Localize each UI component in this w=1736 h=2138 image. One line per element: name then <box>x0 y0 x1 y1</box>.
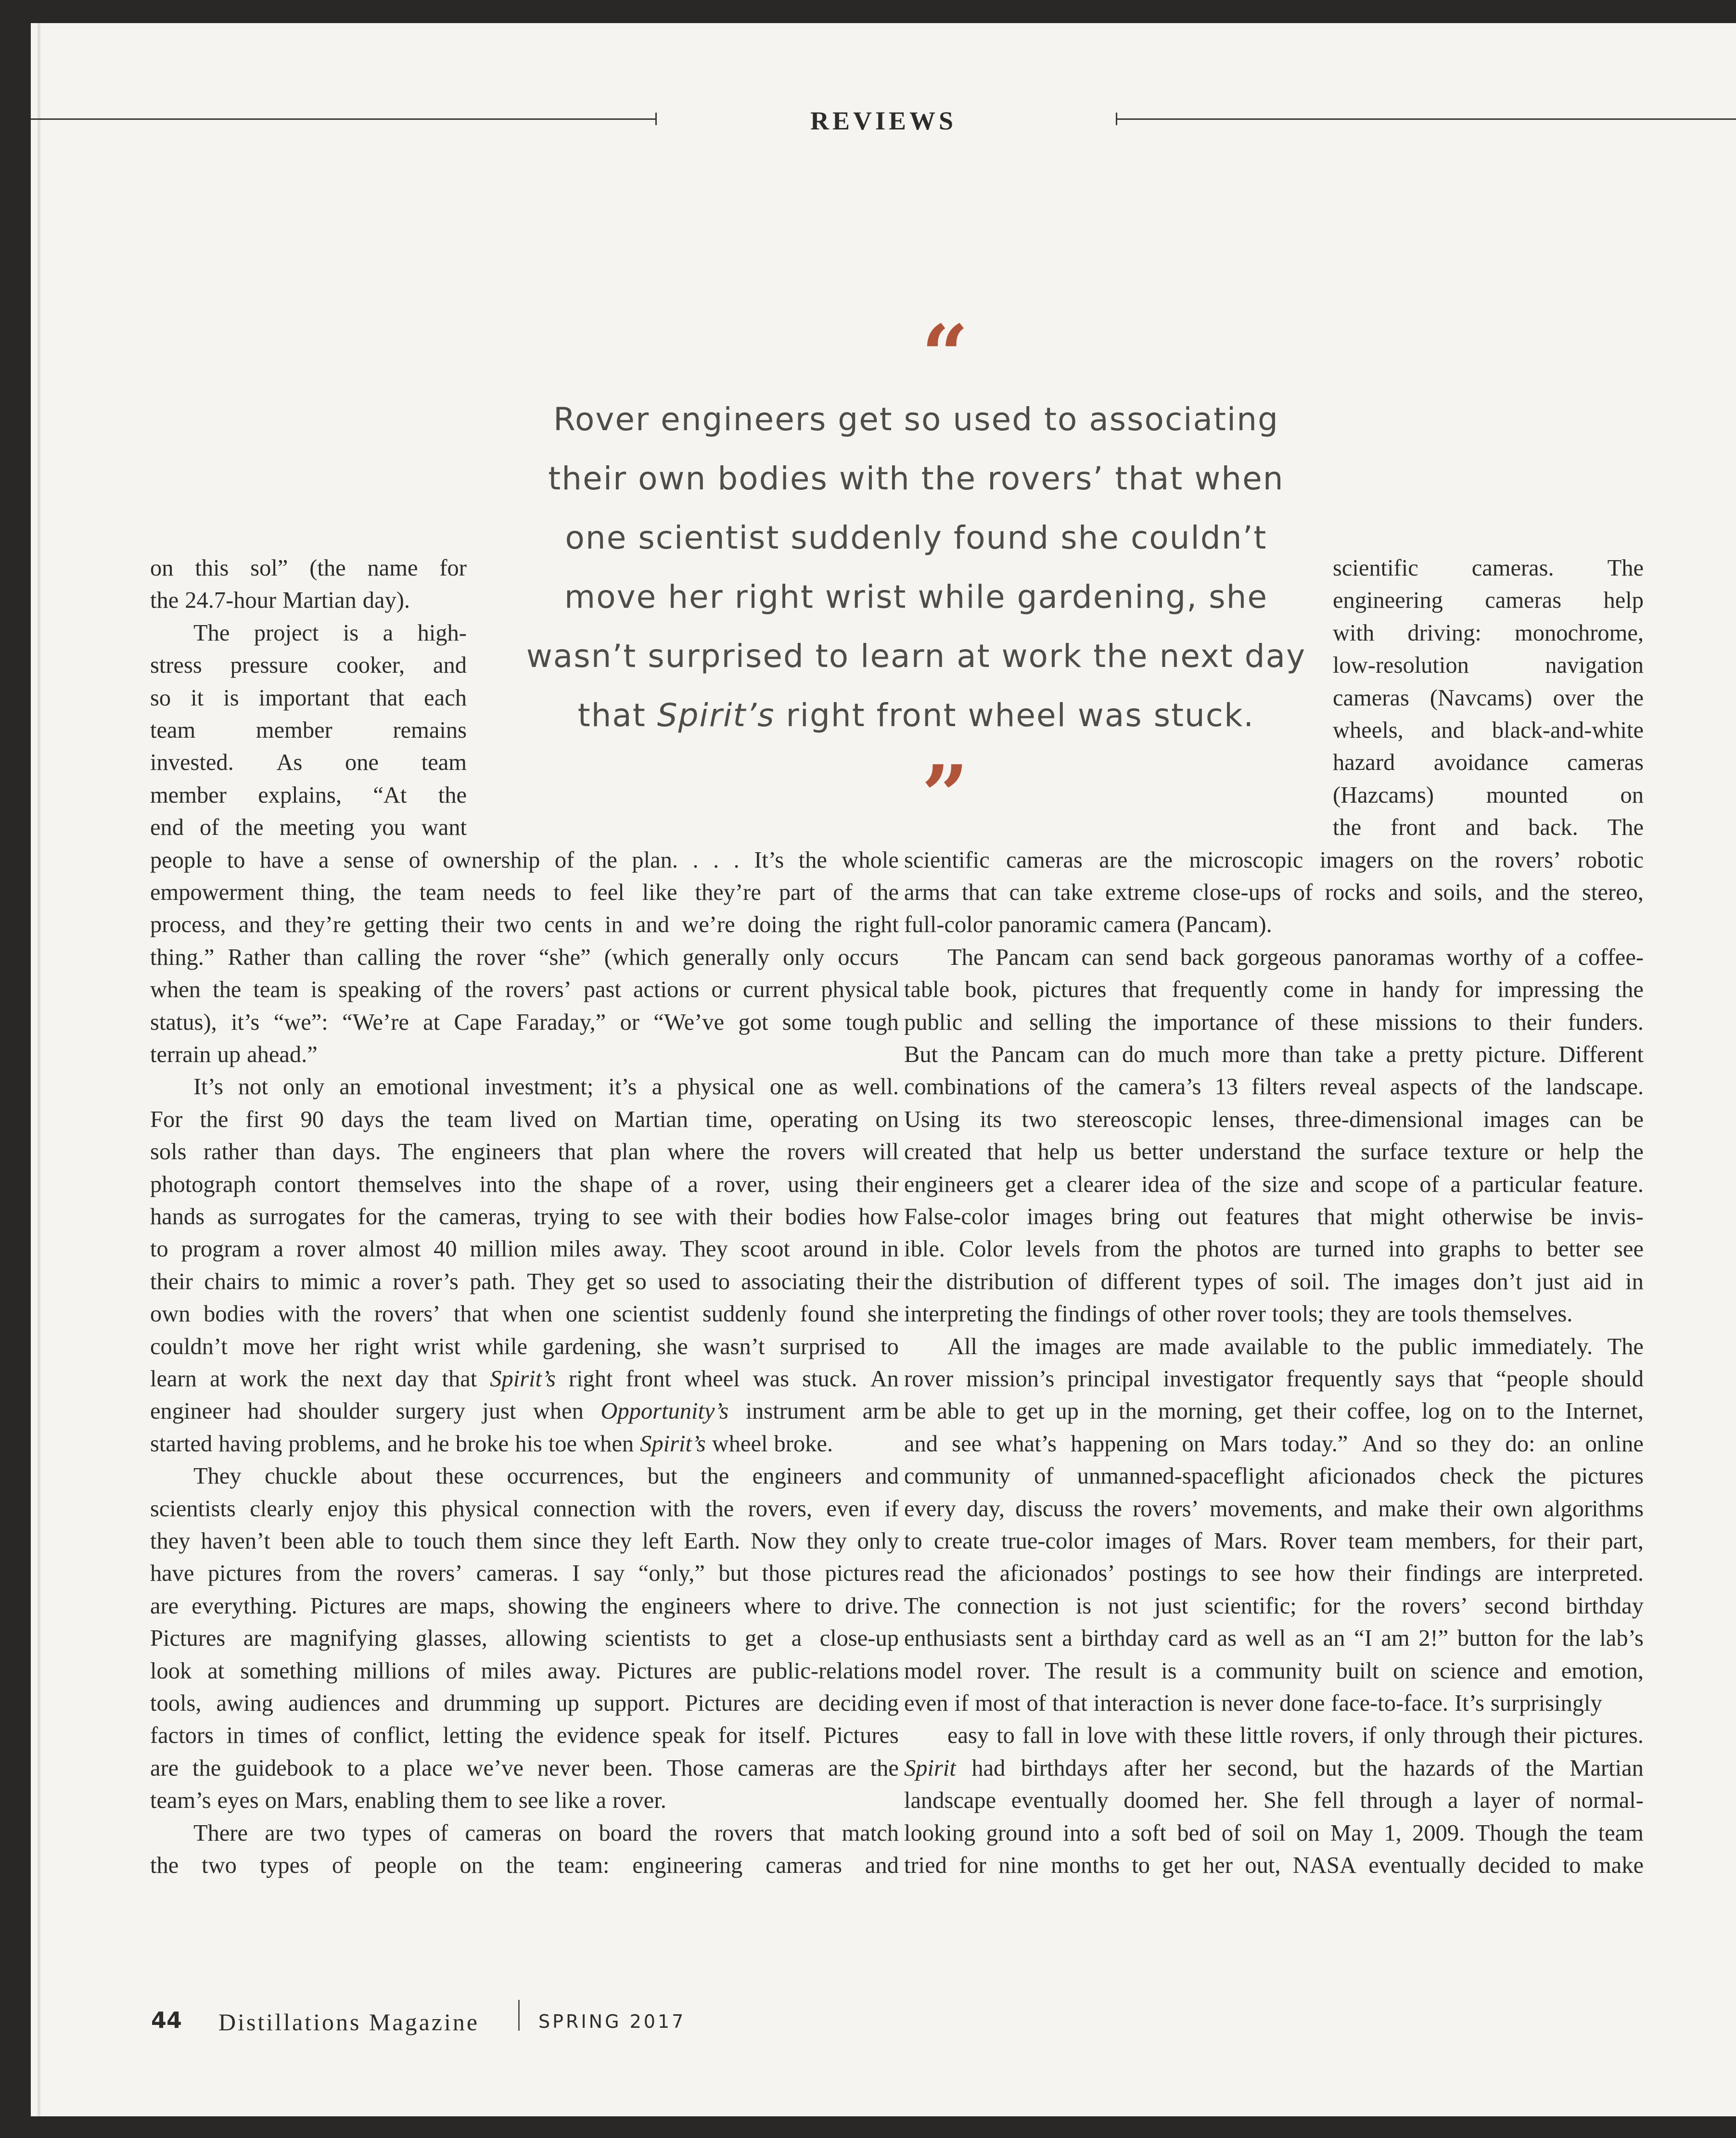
text-line: scientists clearly enjoy this physical connection with the rovers, even if <box>150 1496 899 1522</box>
pull-quote-line: wasn’t surprised to learn at work the next day <box>526 638 1306 675</box>
text-line: own bodies with the rovers’ that when one scientist suddenly found she <box>150 1301 899 1327</box>
text-line: are everything. Pictures are maps, showing the engineers where to drive. <box>150 1593 899 1619</box>
footer-divider <box>518 2000 520 2031</box>
text-line: combinations of the camera’s 13 filters reveal aspects of the landscape. <box>904 1074 1644 1100</box>
text-line: tried for nine months to get her out, NASA eventually decided to make <box>904 1853 1644 1878</box>
text-line: Spirit had birthdays after her second, but the hazards of the Martian <box>904 1755 1644 1781</box>
text-line: sols rather than days. The engineers that plan where the rovers will <box>150 1139 899 1165</box>
text-line: be able to get up in the morning, get their coffee, log on to the Internet, <box>904 1398 1644 1424</box>
text-line: read the aficionados’ postings to see how their findings are interpreted. <box>904 1561 1644 1587</box>
text-line: model rover. The result is a community built on science and emotion, <box>904 1658 1644 1684</box>
text-line: to create true-color images of Mars. Rover team members, for their part, <box>904 1528 1644 1554</box>
issue-label: SPRING 2017 <box>538 2011 686 2032</box>
text-line: factors in times of conflict, letting the evidence speak for itself. Pictures <box>150 1723 899 1749</box>
page-number: 44 <box>151 2007 182 2033</box>
text-line: enthusiasts sent a birthday card as well as an “I am 2!” button for the lab’s <box>904 1626 1644 1652</box>
pull-quote-line: move her right wrist while gardening, she <box>564 578 1268 615</box>
text-line: are the guidebook to a place we’ve never been. Those cameras are the <box>150 1755 899 1781</box>
pull-quote-line: one scientist suddenly found she couldn’t <box>565 519 1267 556</box>
text-line: arms that can take extreme close-ups of rocks and soils, and the stereo, <box>904 880 1644 905</box>
text-line: the distribution of different types of soil. The images don’t just aid in <box>904 1268 1644 1294</box>
text-line: stress pressure cooker, and <box>150 653 467 679</box>
text-line: when the team is speaking of the rovers’ past actions or current physical <box>150 977 899 1003</box>
text-line: cameras (Navcams) over the <box>1333 685 1644 711</box>
text-line: rover mission’s principal investigator frequently says that “people should <box>904 1366 1644 1392</box>
text-line: their chairs to mimic a rover’s path. They get so used to associating their <box>150 1268 899 1294</box>
text-line: couldn’t move her right wrist while gardening, she wasn’t surprised to <box>150 1333 899 1359</box>
page-spine-edge <box>38 23 40 2116</box>
text-line: people to have a sense of ownership of the plan. . . . It’s the whole <box>150 847 899 873</box>
text-line: (Hazcams) mounted on <box>1333 782 1644 808</box>
text-line: engineering cameras help <box>1333 588 1644 614</box>
text-line: The connection is not just scientific; for the rovers’ second birthday <box>904 1593 1644 1619</box>
text-line: hazard avoidance cameras <box>1333 750 1644 776</box>
pull-quote-close-mark: ” <box>921 747 969 844</box>
text-line: public and selling the importance of these missions to their funders. <box>904 1009 1644 1035</box>
text-line: to program a rover almost 40 million miles away. They scoot around in <box>150 1236 899 1262</box>
magazine-name: Distillations Magazine <box>218 2009 480 2036</box>
text-line: status), it’s “we”: “We’re at Cape Faraday,” or “We’ve got some tough <box>150 1009 899 1035</box>
text-line: so it is important that each <box>150 685 467 711</box>
text-line: team member remains <box>150 717 467 743</box>
text-line: terrain up ahead.” <box>150 1042 318 1067</box>
pull-quote-open-mark: “ <box>921 307 969 403</box>
text-line: member explains, “At the <box>150 782 467 808</box>
text-line: they haven’t been able to touch them since they left Earth. Now they only <box>150 1528 899 1554</box>
text-line: full-color panoramic camera (Pancam). <box>904 912 1272 938</box>
text-line: The project is a high- <box>193 620 467 646</box>
text-line: For the first 90 days the team lived on Martian time, operating on <box>150 1106 899 1132</box>
text-line: ible. Color levels from the photos are turned into graphs to better see <box>904 1236 1644 1262</box>
text-line: scientific cameras. The <box>1333 555 1644 581</box>
text-line: the front and back. The <box>1333 815 1644 841</box>
text-line: and see what’s happening on Mars today.” And so they do: an online <box>904 1431 1644 1457</box>
section-header: REVIEWS <box>810 106 957 135</box>
text-line: Pictures are magnifying glasses, allowing scientists to get a close-up <box>150 1626 899 1652</box>
text-line: engineers get a clearer idea of the size and scope of a particular feature. <box>904 1171 1644 1197</box>
pull-quote-line: their own bodies with the rovers’ that when <box>548 460 1284 497</box>
text-line: invested. As one team <box>150 750 467 776</box>
text-line: on this sol” (the name for <box>150 555 467 581</box>
text-line: looking ground into a soft bed of soil on May 1, 2009. Though the team <box>904 1820 1644 1846</box>
text-line: But the Pancam can do much more than take a pretty picture. Different <box>904 1042 1644 1067</box>
text-line: It’s not only an emotional investment; it’s a physical one as well. <box>193 1074 899 1100</box>
text-line: The Pancam can send back gorgeous panoramas worthy of a coffee- <box>947 944 1644 970</box>
text-line: They chuckle about these occurrences, but the engineers and <box>193 1463 899 1489</box>
text-line: team’s eyes on Mars, enabling them to see like a rover. <box>150 1788 666 1814</box>
text-line: thing.” Rather than calling the rover “she” (which generally only occurs <box>150 944 899 970</box>
text-line: every day, discuss the rovers’ movements, and make their own algorithms <box>904 1496 1644 1522</box>
text-line: learn at work the next day that Spirit’s right front wheel was stuck. An <box>150 1366 899 1392</box>
text-line: engineer had shoulder surgery just when Opportunity’s instrument arm <box>150 1398 899 1424</box>
text-line: even if most of that interaction is never done face-to-face. It’s surprisingly <box>904 1690 1602 1716</box>
text-line: end of the meeting you want <box>150 815 467 841</box>
text-line: low-resolution navigation <box>1333 653 1644 679</box>
text-line: tools, awing audiences and drumming up support. Pictures are deciding <box>150 1690 899 1716</box>
text-line: easy to fall in love with these little rovers, if only through their pictures. <box>947 1723 1644 1749</box>
text-line: the two types of people on the team: engineering cameras and <box>150 1853 899 1878</box>
text-line: community of unmanned-spaceflight aficionados check the pictures <box>904 1463 1644 1489</box>
magazine-page <box>31 23 1736 2116</box>
text-line: process, and they’re getting their two cents in and we’re doing the right <box>150 912 899 938</box>
text-line: interpreting the findings of other rover tools; they are tools themselves. <box>904 1301 1573 1327</box>
text-line: created that help us better understand the surface texture or help the <box>904 1139 1644 1165</box>
text-line: Using its two stereoscopic lenses, three-dimensional images can be <box>904 1106 1644 1132</box>
pull-quote-line: that Spirit’s right front wheel was stuck. <box>577 697 1255 734</box>
text-line: scientific cameras are the microscopic imagers on the rovers’ robotic <box>904 847 1644 873</box>
text-line: started having problems, and he broke his toe when Spirit’s wheel broke. <box>150 1431 833 1457</box>
text-line: table book, pictures that frequently come in handy for impressing the <box>904 977 1644 1003</box>
text-line: photograph contort themselves into the shape of a rover, using their <box>150 1171 899 1197</box>
text-line: wheels, and black-and-white <box>1333 717 1644 743</box>
text-line: False-color images bring out features that might otherwise be invis- <box>904 1204 1644 1229</box>
text-line: empowerment thing, the team needs to feel like they’re part of the <box>150 880 899 905</box>
text-line: have pictures from the rovers’ cameras. I say “only,” but those pictures <box>150 1561 899 1587</box>
text-line: the 24.7-hour Martian day). <box>150 588 410 614</box>
text-line: hands as surrogates for the cameras, trying to see with their bodies how <box>150 1204 899 1229</box>
text-line: All the images are made available to the public immediately. The <box>947 1333 1644 1359</box>
text-line: There are two types of cameras on board the rovers that match <box>193 1820 899 1846</box>
pull-quote-line: Rover engineers get so used to associating <box>553 401 1279 438</box>
text-line: look at something millions of miles away. Pictures are public-relations <box>150 1658 899 1684</box>
text-line: with driving: monochrome, <box>1333 620 1644 646</box>
text-line: landscape eventually doomed her. She fell through a layer of normal- <box>904 1788 1644 1814</box>
